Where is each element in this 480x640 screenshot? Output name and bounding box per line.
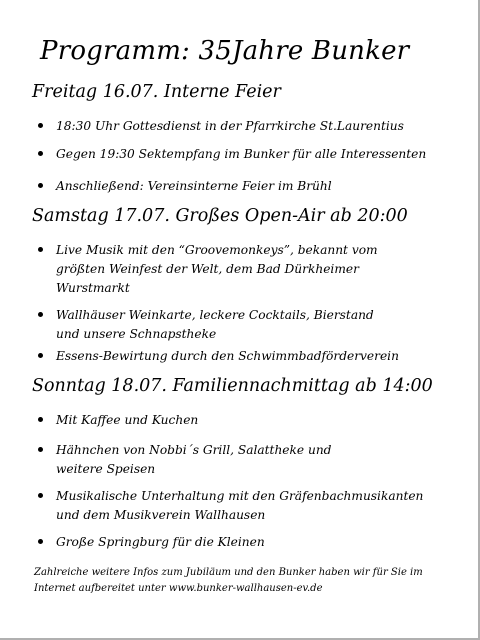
- footer-note: [34, 565, 423, 597]
- bullet-icon: [38, 145, 56, 164]
- bullet-icon: [38, 487, 56, 506]
- list-item: Große Springburg für die Kleinen: [38, 533, 265, 552]
- list-item: 18:30 Uhr Gottesdienst in der Pfarrkirche St.Laurentius: [38, 117, 404, 136]
- list-item: Gegen 19:30 Sektempfang im Bunker für alle Interessenten: [38, 145, 426, 164]
- bullet-icon: [38, 306, 56, 325]
- section-heading-freitag: Freitag 16.07. Interne Feier: [32, 82, 281, 102]
- list-item: Anschließend: Vereinsinterne Feier im Brühl: [38, 177, 332, 196]
- footer-line: Internet aufbereitet unter www.bunker-wallhausen-ev.de: [34, 583, 323, 594]
- list-item: Hähnchen von Nobbi´s Grill, Salattheke und weitere Speisen: [38, 441, 332, 479]
- bullet-icon: [38, 347, 56, 366]
- list-item: Essens-Bewirtung durch den Schwimmbadförderverein: [38, 347, 399, 366]
- list-item: Live Musik mit den “Groovemonkeys”, bekannt vom größten Weinfest der Welt, dem Bad Dürkheimer Wurstmarkt: [38, 241, 378, 298]
- bullet-icon: [38, 441, 56, 460]
- list-item: Musikalische Unterhaltung mit den Gräfenbachmusikanten und dem Musikverein Wallhausen: [38, 487, 423, 525]
- bullet-icon: [38, 117, 56, 136]
- page-title: Programm: 35Jahre Bunker: [40, 36, 410, 66]
- bullet-icon: [38, 177, 56, 196]
- section-heading-sonntag: Sonntag 18.07. Familiennachmittag ab 14:00: [32, 376, 433, 396]
- list-item: Mit Kaffee und Kuchen: [38, 411, 198, 430]
- bullet-icon: [38, 533, 56, 552]
- section-heading-samstag: Samstag 17.07. Großes Open-Air ab 20:00: [32, 206, 408, 226]
- bullet-icon: [38, 241, 56, 260]
- bullet-icon: [38, 411, 56, 430]
- footer-line: Zahlreiche weitere Infos zum Jubiläum und den Bunker haben wir für Sie im: [34, 567, 423, 578]
- list-item: Wallhäuser Weinkarte, leckere Cocktails, Bierstand und unsere Schnapstheke: [38, 306, 374, 344]
